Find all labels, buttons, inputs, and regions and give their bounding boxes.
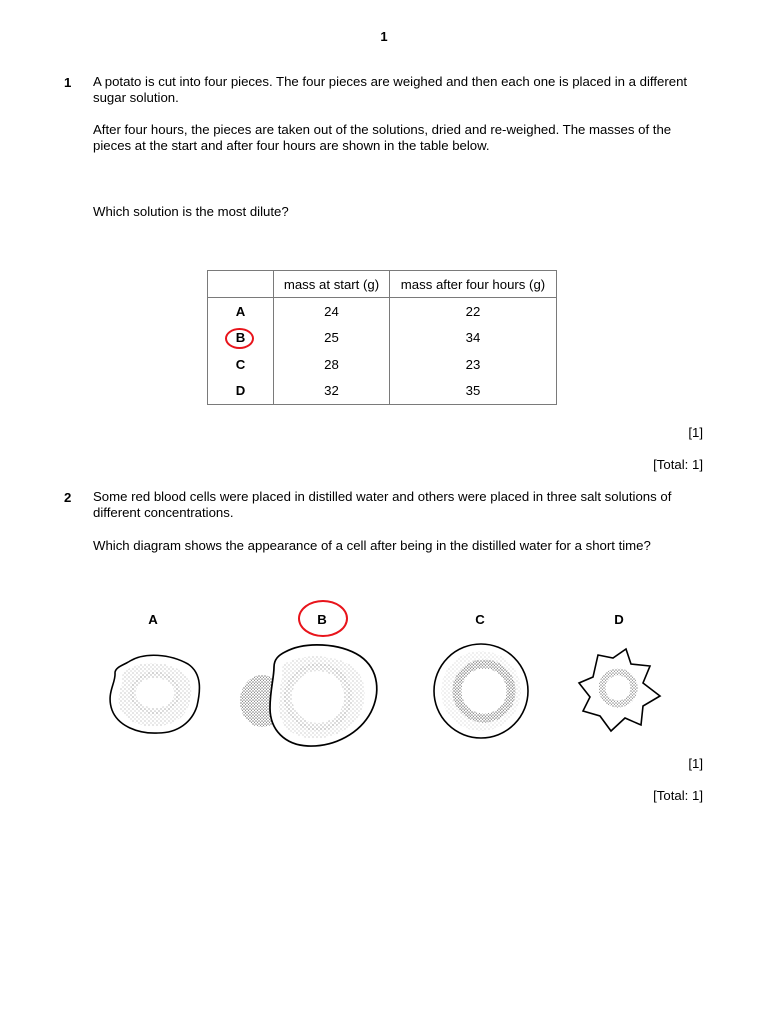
cell-diagram-b — [240, 645, 377, 746]
question-1-marks: [1] — [688, 425, 703, 440]
question-1-number: 1 — [64, 75, 72, 90]
mass-after-cell: 34 — [390, 325, 557, 352]
mass-after-cell: 22 — [390, 298, 557, 325]
question-2-total: [Total: 1] — [653, 788, 703, 803]
mass-after-cell: 35 — [390, 378, 557, 405]
row-label: D — [208, 378, 274, 405]
question-1-context: After four hours, the pieces are taken out of the solutions, dried and re-weighed. The masses of the pieces at the start and after four hours are shown in the table below. — [93, 122, 672, 153]
option-label-c: C — [475, 612, 485, 627]
mass-start-cell: 24 — [274, 298, 390, 325]
mass-start-cell: 28 — [274, 351, 390, 378]
option-label-b: B — [317, 612, 327, 627]
question-1-intro: A potato is cut into four pieces. The four pieces are weighed and then each one is placed in a different sugar solution. — [93, 74, 688, 105]
table-header-start: mass at start (g) — [274, 271, 390, 298]
question-1-total: [Total: 1] — [653, 457, 703, 472]
page-number: 1 — [380, 29, 388, 44]
question-2-marks: [1] — [688, 756, 703, 771]
row-label: B — [208, 325, 274, 352]
table-header-after: mass after four hours (g) — [390, 271, 557, 298]
option-label-d: D — [614, 612, 624, 627]
question-2-number: 2 — [64, 490, 72, 505]
question-2-prompt: Which diagram shows the appearance of a cell after being in the distilled water for a short time? — [93, 538, 651, 553]
mass-start-cell: 32 — [274, 378, 390, 405]
row-label: C — [208, 351, 274, 378]
row-label: A — [208, 298, 274, 325]
question-1-prompt: Which solution is the most dilute? — [93, 204, 289, 219]
cell-diagram-a — [110, 655, 199, 733]
mass-start-cell: 25 — [274, 325, 390, 352]
option-label-a: A — [148, 612, 158, 627]
mass-after-cell: 23 — [390, 351, 557, 378]
question-2-intro: Some red blood cells were placed in distilled water and others were placed in three salt solutions of different concentrations. — [93, 489, 672, 520]
cell-diagram-d — [579, 649, 660, 731]
cell-diagram-c — [434, 644, 528, 738]
